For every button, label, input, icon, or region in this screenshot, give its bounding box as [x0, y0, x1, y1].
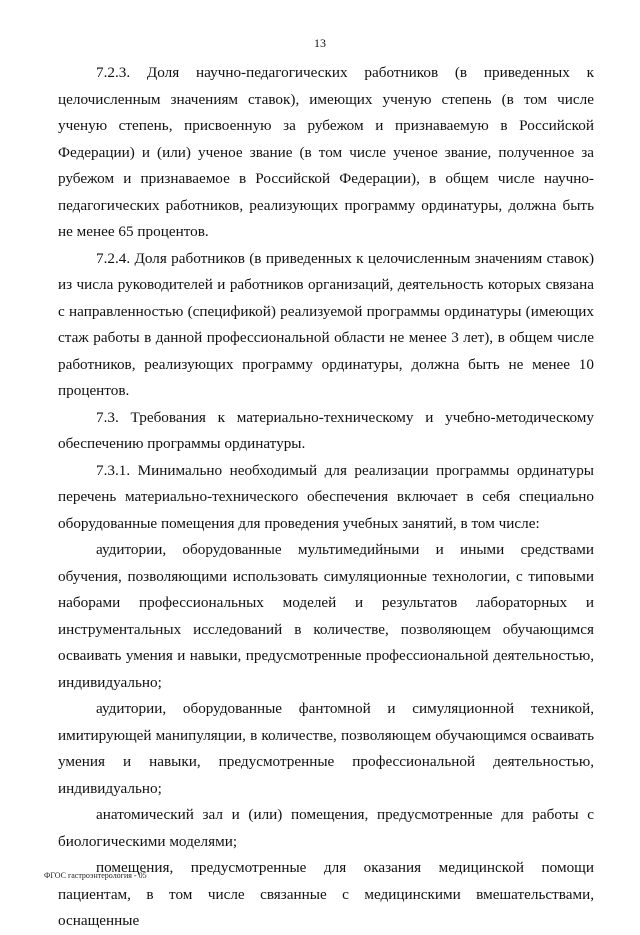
- list-item-multimedia-rooms: аудитории, оборудованные мультимедийными и иными средствами обучения, позволяющими использовать симуляционные технологии, с типовыми наборами профессиональных моделей и результатов лабораторных и инструментальных исследований в количестве, позволяющем обучающимся осваивать умения и навыки, предусмотренные профессиональной деятельностью, индивидуально;: [58, 541, 594, 691]
- list-item-medical-rooms: помещения, предусмотренные для оказания медицинской помощи пациентам, в том числе связанные с медицинскими вмешательствами, оснащенные: [58, 859, 594, 929]
- list-item-phantom-rooms: аудитории, оборудованные фантомной и симуляционной техникой, имитирующей манипуляции, в количестве, позволяющем обучающимся осваивать умения и навыки, предусмотренные профессиональной деятельностью, индивидуально;: [58, 700, 594, 797]
- footer-label: ФГОС гастроэнтерология - 05: [44, 871, 147, 880]
- list-item-anatomy-hall: анатомический зал и (или) помещения, предусмотренные для работы с биологическими моделями;: [58, 806, 594, 850]
- paragraph-7-2-3: 7.2.3. Доля научно-педагогических работников (в приведенных к целочисленным значениям ставок), имеющих ученую степень (в том числе ученую степень, присвоенную за рубежом и признаваемую в Российской Федерации) и (или) ученое звание (в том числе ученое звание, полученное за рубежом и признаваемое в Российской Федерации), в общем числе научно-педагогических работников, реализующих программу ординатуры, должна быть не менее 65 процентов.: [58, 64, 594, 240]
- paragraph-7-3: 7.3. Требования к материально-техническому и учебно-методическому обеспечению программы ординатуры.: [58, 408, 594, 452]
- paragraph-7-2-4: 7.2.4. Доля работников (в приведенных к целочисленным значениям ставок) из числа руководителей и работников организаций, деятельность которых связана с направленностью (спецификой) реализуемой программы ординатуры (имеющих стаж работы в данной профессиональной области не менее 3 лет), в общем числе работников, реализующих программу ординатуры, должна быть не менее 10 процентов.: [58, 249, 594, 399]
- document-body: [58, 60, 594, 935]
- page-number: 13: [314, 36, 326, 50]
- paragraph-7-3-1: 7.3.1. Минимально необходимый для реализации программы ординатуры перечень материально-технического обеспечения включает в себя специально оборудованные помещения для проведения учебных занятий, в том числе:: [58, 461, 594, 532]
